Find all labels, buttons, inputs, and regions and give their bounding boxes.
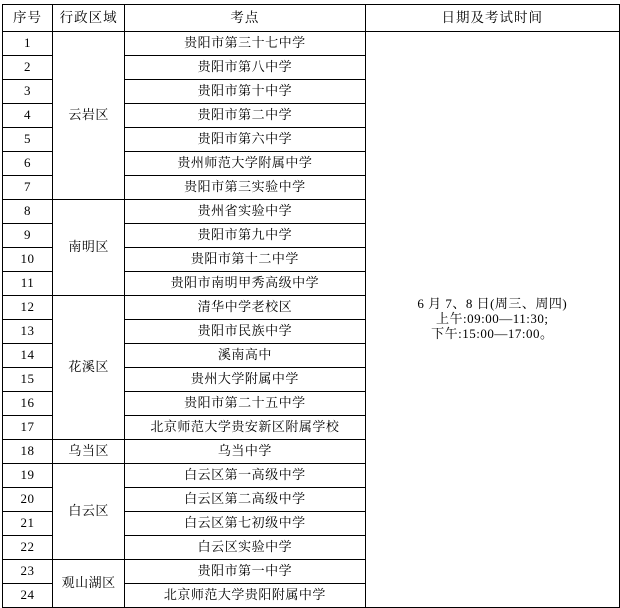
cell-no: 15 (3, 368, 53, 392)
cell-site: 北京师范大学贵安新区附属学校 (125, 416, 365, 440)
exam-schedule-table (2, 4, 620, 608)
table-header-row (3, 5, 620, 32)
cell-site: 贵阳市南明甲秀高级中学 (125, 272, 365, 296)
cell-no: 7 (3, 176, 53, 200)
exam-time-text (366, 297, 619, 342)
cell-site: 贵阳市第三实验中学 (125, 176, 365, 200)
cell-site: 白云区第一高级中学 (125, 464, 365, 488)
cell-district: 乌当区 (53, 440, 125, 464)
cell-site: 贵阳市第十中学 (125, 80, 365, 104)
cell-no: 5 (3, 128, 53, 152)
cell-site: 白云区第七初级中学 (125, 512, 365, 536)
cell-site: 贵阳市第九中学 (125, 224, 365, 248)
table-body (3, 32, 620, 608)
cell-no: 17 (3, 416, 53, 440)
cell-site: 贵州师范大学附属中学 (125, 152, 365, 176)
cell-no: 21 (3, 512, 53, 536)
exam-time-line3: 下午:15:00—17:00。 (431, 325, 554, 341)
cell-district: 花溪区 (53, 296, 125, 440)
exam-schedule-sheet (0, 4, 620, 603)
cell-exam-time (365, 32, 619, 608)
cell-no: 20 (3, 488, 53, 512)
cell-site: 贵阳市第二中学 (125, 104, 365, 128)
cell-site: 贵阳市第八中学 (125, 56, 365, 80)
cell-no: 18 (3, 440, 53, 464)
cell-no: 2 (3, 56, 53, 80)
cell-no: 14 (3, 344, 53, 368)
cell-no: 22 (3, 536, 53, 560)
cell-no: 16 (3, 392, 53, 416)
cell-site: 清华中学老校区 (125, 296, 365, 320)
cell-no: 12 (3, 296, 53, 320)
header-district: 行政区域 (53, 5, 125, 32)
cell-district: 白云区 (53, 464, 125, 560)
cell-no: 3 (3, 80, 53, 104)
header-no: 序号 (3, 5, 53, 32)
exam-time-line2: 上午:09:00—11:30; (436, 311, 549, 327)
cell-no: 23 (3, 560, 53, 584)
header-site: 考点 (125, 5, 365, 32)
cell-no: 6 (3, 152, 53, 176)
table-header (3, 5, 620, 32)
cell-no: 8 (3, 200, 53, 224)
cell-site: 白云区第二高级中学 (125, 488, 365, 512)
cell-no: 1 (3, 32, 53, 56)
cell-no: 9 (3, 224, 53, 248)
cell-site: 白云区实验中学 (125, 536, 365, 560)
cell-site: 乌当中学 (125, 440, 365, 464)
cell-district: 云岩区 (53, 32, 125, 200)
cell-site: 贵阳市第二十五中学 (125, 392, 365, 416)
table-row (3, 32, 620, 56)
header-time: 日期及考试时间 (365, 5, 619, 32)
cell-site: 北京师范大学贵阳附属中学 (125, 584, 365, 608)
cell-no: 10 (3, 248, 53, 272)
cell-no: 13 (3, 320, 53, 344)
cell-site: 贵州大学附属中学 (125, 368, 365, 392)
cell-site: 贵阳市第十二中学 (125, 248, 365, 272)
cell-site: 贵阳市第六中学 (125, 128, 365, 152)
cell-no: 11 (3, 272, 53, 296)
cell-site: 贵阳市第一中学 (125, 560, 365, 584)
cell-site: 贵阳市民族中学 (125, 320, 365, 344)
cell-no: 24 (3, 584, 53, 608)
cell-site: 贵州省实验中学 (125, 200, 365, 224)
cell-no: 19 (3, 464, 53, 488)
cell-district: 南明区 (53, 200, 125, 296)
cell-site: 溪南高中 (125, 344, 365, 368)
exam-time-line1: 6 月 7、8 日(周三、周四) (417, 296, 568, 312)
cell-site: 贵阳市第三十七中学 (125, 32, 365, 56)
cell-no: 4 (3, 104, 53, 128)
cell-district: 观山湖区 (53, 560, 125, 608)
